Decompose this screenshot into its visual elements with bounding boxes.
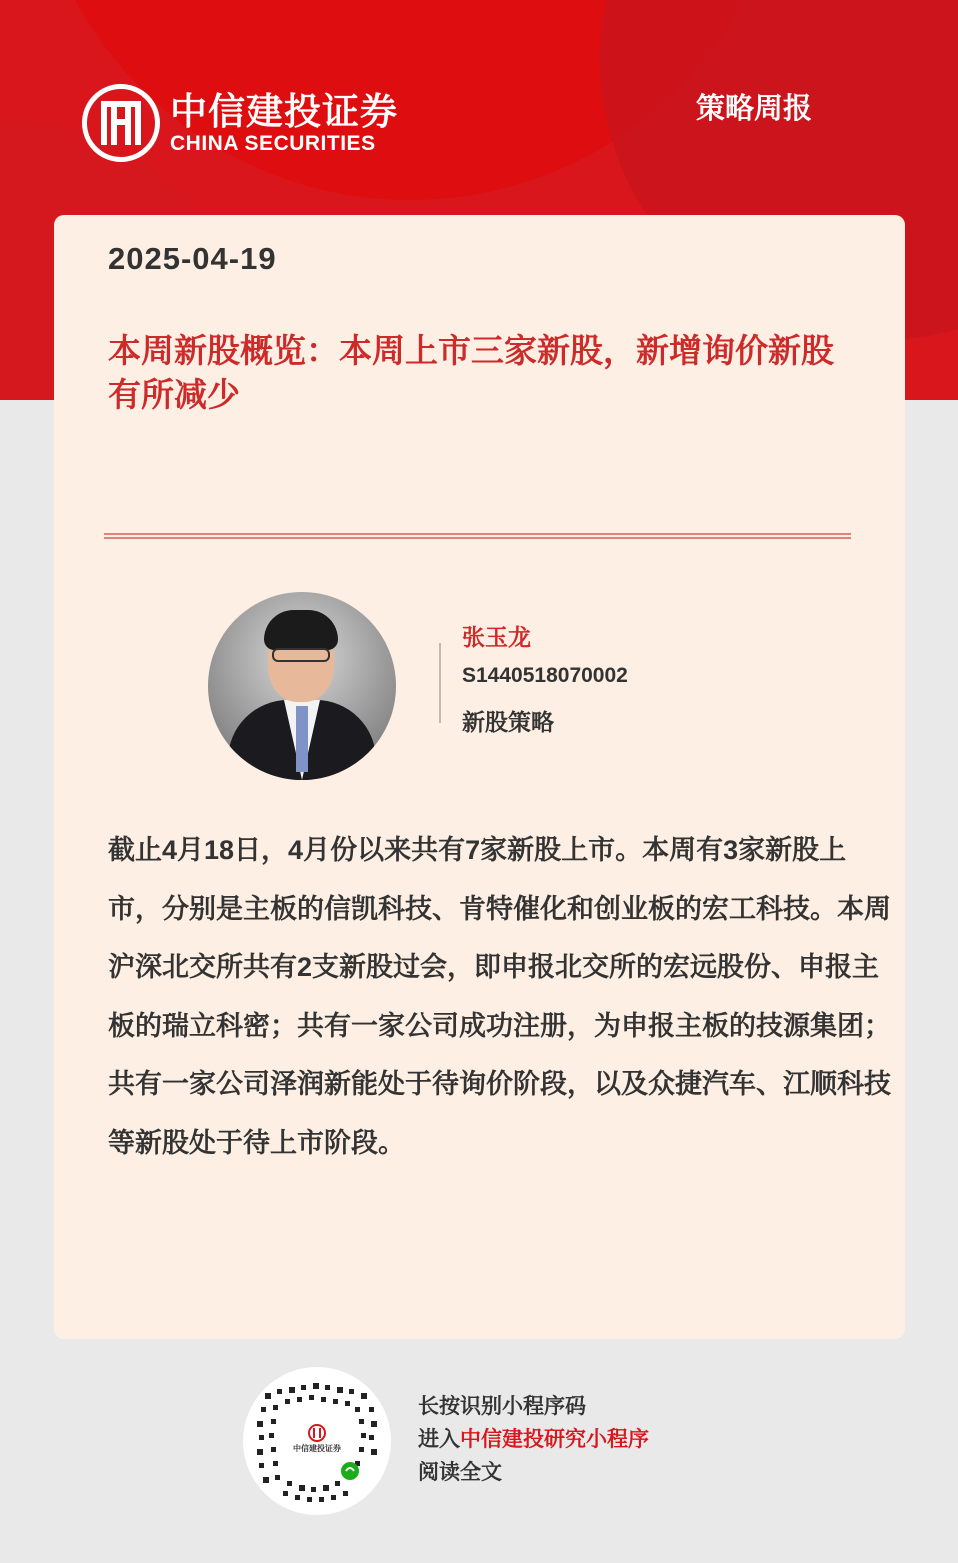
section-divider xyxy=(104,533,851,539)
company-logo xyxy=(82,84,398,162)
qr-instructions xyxy=(418,1389,649,1488)
mini-program-name: 中信建投研究小程序 xyxy=(460,1426,649,1451)
report-summary: 截止4月18日，4月份以来共有7家新股上市。本周有3家新股上市，分别是主板的信凯科技、肯特催化和创业板的宏工科技。本周沪深北交所共有2支新股过会，即申报北交所的宏远股份、申报主板的瑞立科密；共有一家公司成功注册，为申报主板的技源集团；共有一家公司泽润新能处于待询价阶段，以及众捷汽车、江顺科技等新股处于待上市阶段。 xyxy=(108,835,891,1158)
qr-center-text: 中信建投证券 xyxy=(293,1443,341,1453)
report-card[interactable] xyxy=(54,215,905,1339)
author-field: 新股策略 xyxy=(462,709,554,735)
qr-code-icon xyxy=(243,1367,391,1515)
logo-chinese: 中信建投证券 xyxy=(170,89,398,133)
report-date: 2025-04-19 xyxy=(108,241,277,276)
author-avatar xyxy=(208,592,396,780)
citic-logo-icon xyxy=(82,84,160,162)
author-license: S1440518070002 xyxy=(462,664,628,687)
author-name: 张玉龙 xyxy=(462,624,531,650)
qr-line-1: 长按识别小程序码 xyxy=(418,1393,586,1418)
mini-program-qr-code[interactable] xyxy=(243,1367,391,1515)
author-divider xyxy=(439,643,441,723)
logo-english: CHINA SECURITIES xyxy=(170,132,376,155)
report-type-label: 策略周报 xyxy=(696,93,813,125)
qr-line-3: 阅读全文 xyxy=(418,1459,502,1484)
qr-line-2: 进入中信建投研究小程序 xyxy=(418,1426,649,1451)
report-title: 本周新股概览：本周上市三家新股，新增询价新股有所减少 xyxy=(108,332,834,413)
